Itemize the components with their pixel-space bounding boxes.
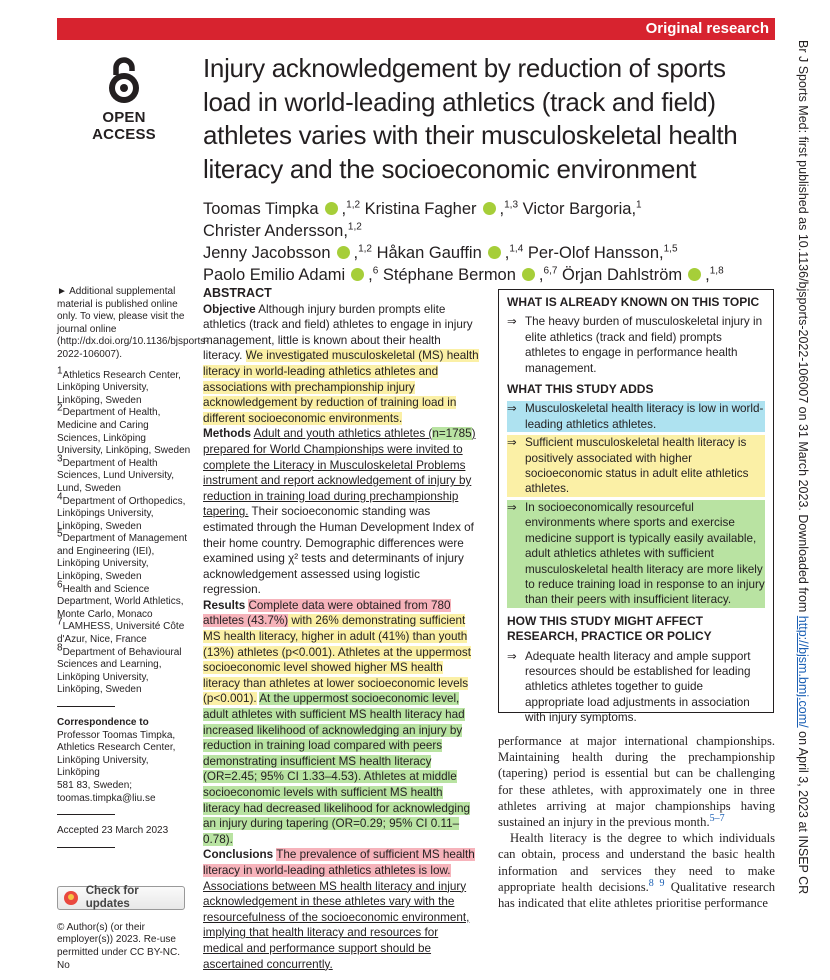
author: Jenny Jacobsson ,$^{1,2}$ [203,243,372,262]
arrow-icon: ⇒ [507,315,517,329]
affiliation [57,453,192,496]
author: Paolo Emilio Adami ,$^6$ [203,265,379,284]
known-list [507,314,765,376]
author-affiliation-sup: 1,3 [504,199,519,211]
reference[interactable]: 8 9 [648,877,665,889]
affect-title: HOW THIS STUDY MIGHT AFFECT RESEARCH, PRACTICE OR POLICY [507,613,712,644]
correspondence-line: Professor Toomas Timpka, [57,729,176,741]
affiliation-text: Department of Health Sciences, Lund University, Lund, Sweden [57,457,175,494]
affiliation [57,491,192,534]
author-affiliation-sup: 1,2 [358,243,372,255]
side-text-b: on April 3, 2023 at INSEP CR [796,727,810,895]
conclusions-label: Conclusions [203,848,274,862]
arrow-icon: ⇒ [507,436,517,450]
affiliation [57,365,192,408]
sidebar [57,286,209,980]
affiliation-text: Department of Management and Engineering (IEI), Linköping University, Linköping, Sweden [57,533,188,583]
correspondence-line: 581 83, Sweden; [57,779,133,791]
body-paragraph [498,830,775,911]
copyright-note: © Author(s) (or their employer(s)) 2023. Re-use permitted under CC BY-NC. No [57,921,181,971]
author: Kristina Fagher ,$^{1,3}$ [364,199,519,218]
author-affiliation-sup: 6 [372,265,379,277]
affiliation-number: 3 [57,453,63,465]
author-name: Paolo Emilio Adami [203,266,346,284]
affiliation-number: 2 [57,403,63,415]
key-message-text: The heavy burden of musculoskeletal injury in elite athletics (track and field) prompts athletes to engage in performance health management. [525,315,763,375]
key-message-text: Sufficient musculoskeletal health literacy is positively associated with higher socioeconomic status in adult elite athletics athletes. [525,436,749,496]
author: Stéphane Bermon ,$^{6,7}$ [382,265,558,284]
orcid-icon[interactable] [337,246,350,259]
correspondence-line: Linköping University, Linköping [57,754,149,779]
supplemental-note: ► Additional supplemental material is published online only. To view, please visit the journal online (http://dx.doi.org/10.1136/bjsports-2022-106007). [57,286,209,360]
affect-list [507,649,765,726]
author-list [203,198,803,286]
conclusions-text-a: The prevalence of sufficient MS health literacy in world-leading athletics athletes is low. [203,848,475,877]
open-access-label: OPEN ACCESS [92,109,156,143]
accepted-date: Accepted 23 March 2023 [57,825,169,837]
author-affiliation-sup: 1,2 [347,221,362,233]
author [203,222,362,240]
journal-link[interactable]: http://bjsm.bmj.com/ [796,615,810,728]
key-message-item [507,401,765,432]
affiliation-text: Health and Science Department, World Athletics, Monte Carlo, Monaco [57,583,184,620]
author: Håkan Gauffin ,$^{1,4}$ [376,243,524,262]
divider [57,814,115,815]
author-line [203,198,803,242]
correspondence-title: Correspondence to [57,717,149,728]
author-affiliation-sup: 1,5 [663,243,678,255]
results-text-c: 26% demonstrating sufficient MS health literacy, higher in adult (41%) than youth (13%) athletes (p<0.001). Athletes at the uppermost socioeconomic level showed higher MS health literacy than athletes at lower socioeconomic levels (p<0.001). [203,614,471,706]
conclusions-text-b: Associations between MS health literacy and injury acknowledgement in these athletes vary with the resourcefulness of the socioeconomic environment, implying that health literacy and resources for medical and performance support should be ascertained concurrently. [203,879,470,971]
author-line [203,242,803,264]
section-label: Original research [645,20,769,37]
affiliation-number: 7 [57,617,63,629]
body-paragraph [498,733,775,830]
objective-label: Objective [203,302,256,316]
known-title: WHAT IS ALREADY KNOWN ON THIS TOPIC [507,295,760,309]
correspondence-line: toomas.timpka@liu.se [57,792,156,804]
methods-label: Methods [203,427,252,441]
affiliation-text: Department of Behavioural Sciences and Learning, Linköping University, Linköping, Sweden [57,646,182,696]
divider [57,706,115,707]
orcid-icon[interactable] [522,268,535,281]
author-name: Christer Andersson, [203,222,348,240]
body-paragraph-2: Health literacy is the degree to which individuals can obtain, process and understand the basic health information and services they need to make appropriate health decisions. [498,831,775,894]
open-access-lock-icon [102,55,146,105]
author-name: Toomas Timpka [203,200,319,218]
affiliation-number: 4 [57,491,63,503]
abstract [203,286,481,972]
author [523,200,642,218]
key-message-item [507,314,765,376]
abstract-heading: ABSTRACT [203,286,272,300]
side-citation-text [796,40,810,894]
orcid-icon[interactable] [325,202,338,215]
results-text-d: At the uppermost socioeconomic level, adult athletes with sufficient MS health literacy had increased likelihood of acknowledging an injury by reduction in training load compared with peers demonstrating insufficient MS health literacy (OR=2.45; 95% CI 1.33–4.53). Athletes at middle socioeconomic levels with sufficient MS health literacy had decreased likelihood for acknowledging an injury during tapering (OR=0.29; 95% CI 0.11–0.78). [203,692,471,846]
affiliation-text: Department of Health, Medicine and Caring Sciences, Linköping University, Linköping, Sweden [57,407,191,457]
article-title: Injury acknowledgement by reduction of sports load in world-leading athletics (track and field) athletes varies with their musculoskeletal health literacy and the socioeconomic environment [203,53,738,184]
arrow-icon: ⇒ [507,402,517,416]
adds-list [507,401,765,607]
author-name: Örjan Dahlström [562,266,683,284]
key-message-text: Musculoskeletal health literacy is low in world-leading athletics athletes. [525,402,764,431]
key-message-text: Adequate health literacy and ample support resources should be established for leading athletics athletes together to guide appropriate load adjustments in association with injury symptoms. [525,649,751,725]
side-citation-banner [790,40,826,908]
author: Örjan Dahlström ,$^{1,8}$ [562,265,724,284]
abstract-results [203,598,481,848]
methods-text-c: Their socioeconomic standing was estimated through the Human Development Index of their home country. Demographic differences were examined using χ² tests and determinants of injury acknowledgement assessed using logistic regression. [203,505,474,597]
correspondence-line: Athletics Research Center, [57,742,176,754]
crossmark-icon [64,891,78,905]
affiliation-text: LAMHESS, Université Côte d'Azur, Nice, France [57,621,185,646]
results-label: Results [203,598,246,612]
section-banner [57,18,775,40]
author-affiliation-sup: 1,2 [346,199,361,211]
affiliations [57,365,192,697]
key-message-item [507,500,765,608]
divider [57,847,115,848]
author-name: Stéphane Bermon [382,266,516,284]
results-text-b: with [288,614,316,628]
reference[interactable]: 5–7 [709,812,725,824]
author-affiliation-sup: 6,7 [543,265,558,277]
key-message-text: In socioeconomically resourceful environments where sports and exercise medicine support is typically easily available, adult athletics athletes with sufficient musculoskeletal health literacy are more likely to reduce training load in response to an injury than their peers with insufficient literacy. [525,500,765,607]
check-for-updates-button[interactable] [57,886,185,910]
affiliation-number: 8 [57,642,63,654]
adds-title: WHAT THIS STUDY ADDS [507,382,654,397]
orcid-icon[interactable] [483,202,496,215]
body-paragraph-2b: Qualitative research has indicated that elite athletes prioritise performance [498,879,775,911]
key-message-item [507,435,765,497]
author-name: Jenny Jacobsson [203,244,331,262]
results-text-a: Complete data were obtained from 780 athletes (43.7%) [203,598,451,628]
affiliation [57,579,192,622]
author-name: Håkan Gauffin [376,244,482,262]
affiliation-number: 1 [57,365,63,377]
abstract-objective [203,302,481,427]
author-affiliation-sup: 1 [636,199,642,211]
author-line [203,264,803,286]
orcid-icon[interactable] [351,268,364,281]
affiliation [57,403,192,457]
affiliation-text: Athletics Research Center, Linköping University, Linköping, Sweden [57,369,181,406]
methods-text-a: Adult and youth athletics athletes ( [253,427,433,441]
side-text-a: Br J Sports Med: first published as 10.1136/bjsports-2022-106007 on 31 March 2023. Downloaded from [796,40,810,616]
methods-text-b: ) prepared for World Championships were invited to complete the Literacy in Musculoskeletal Problems instrument and report acknowledgement of injury by reduction in training load during prechampionship tapering. [203,427,476,519]
body-paragraph-1: performance at major international championships. Maintaining health during the prechampionship (tapering) period is essential but can be challenging for these athletes, with approximately one in three athletes arriving at major championships having sustained an injury in the previous month. [498,734,775,830]
check-for-updates-label: Check for updates [85,885,139,910]
author-name: Kristina Fagher [364,200,477,218]
open-access-logo [76,55,172,143]
body-text [498,733,775,911]
affiliation-number: 6 [57,579,63,591]
author-affiliation-sup: 1,8 [709,265,724,277]
author: Toomas Timpka ,$^{1,2}$ [203,199,361,218]
abstract-methods [203,426,481,598]
correspondence-block [57,730,192,806]
key-messages-box [498,289,774,725]
arrow-icon: ⇒ [507,649,517,663]
author-affiliation-sup: 1,4 [509,243,524,255]
affiliation [57,528,192,583]
orcid-icon[interactable] [488,246,501,259]
arrow-icon: ⇒ [507,500,517,514]
author [528,244,678,262]
objective-text: Although injury burden prompts elite athletics (track and field) athletes to engage in injury management, little is known about their health literacy. [203,302,473,363]
affiliation [57,642,192,697]
objective-highlight: We investigated musculoskeletal (MS) health literacy in world-leading athletics athletes and associations with prechampionship injury acknowledgement by reduction of training load in different socioeconomic environments. [203,349,479,425]
orcid-icon[interactable] [688,268,701,281]
methods-n: n=1785 [432,427,472,441]
affiliation [57,617,192,646]
affiliation-number: 5 [57,528,63,540]
author-name: Victor Bargoria, [522,200,637,218]
affiliation-text: Department of Orthopedics, Linköpings University, Linköping, Sweden [57,495,186,532]
abstract-conclusions [203,847,481,972]
key-message-item [507,649,765,726]
author-name: Per-Olof Hansson, [527,244,664,262]
